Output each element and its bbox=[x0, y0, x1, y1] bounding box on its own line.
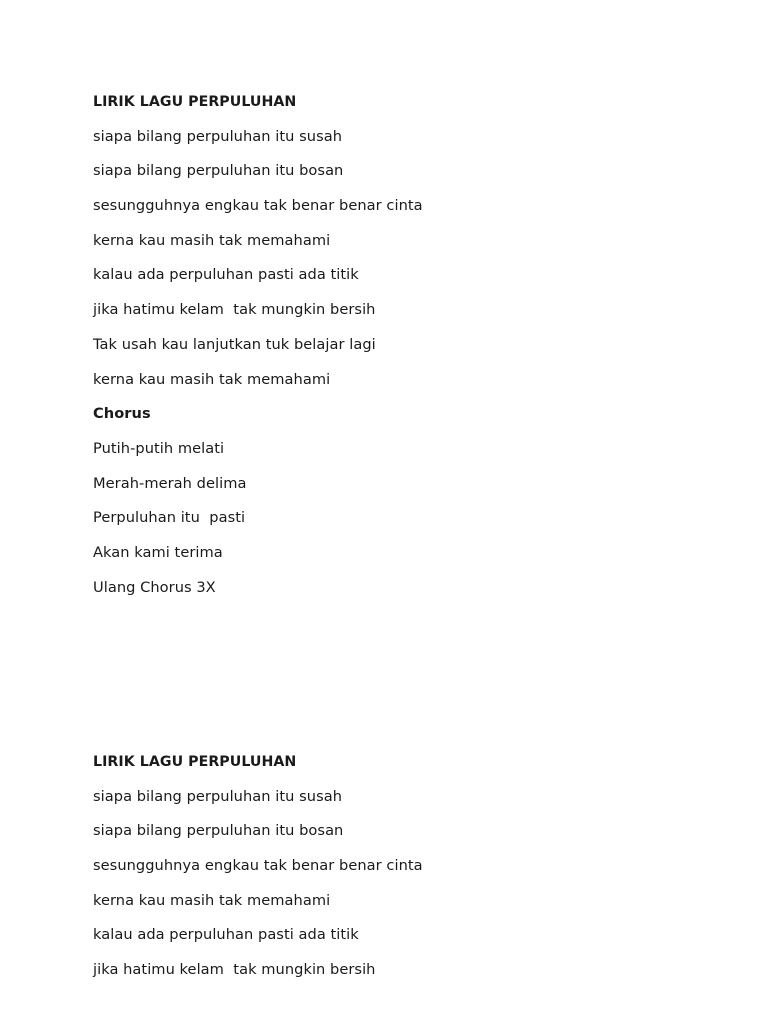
lyric-line: kalau ada perpuluhan pasti ada titik bbox=[93, 926, 359, 944]
lyric-line: siapa bilang perpuluhan itu bosan bbox=[93, 162, 344, 180]
lyric-line: jika hatimu kelam tak mungkin bersih bbox=[93, 961, 376, 979]
lyric-line: siapa bilang perpuluhan itu susah bbox=[93, 787, 343, 805]
lyric-line: kerna kau masih tak memahami bbox=[93, 891, 331, 909]
lyrics-title: LIRIK LAGU PERPULUHAN bbox=[93, 94, 297, 110]
lyrics-title: LIRIK LAGU PERPULUHAN bbox=[93, 754, 297, 770]
lyric-line: kalau ada perpuluhan pasti ada titik bbox=[93, 266, 359, 284]
chorus-line: Perpuluhan itu pasti bbox=[93, 509, 246, 527]
lyrics-block-1 bbox=[93, 92, 733, 612]
chorus-heading: Chorus bbox=[93, 405, 151, 423]
chorus-line: Akan kami terima bbox=[93, 543, 223, 561]
lyric-line: siapa bilang perpuluhan itu susah bbox=[93, 127, 343, 145]
lyric-line: siapa bilang perpuluhan itu bosan bbox=[93, 822, 344, 840]
lyric-line: jika hatimu kelam tak mungkin bersih bbox=[93, 301, 376, 319]
lyric-line: kerna kau masih tak memahami bbox=[93, 231, 331, 249]
lyric-line: kerna kau masih tak memahami bbox=[93, 370, 331, 388]
repeat-note: Ulang Chorus 3X bbox=[93, 578, 216, 596]
lyric-line: Tak usah kau lanjutkan tuk belajar lagi bbox=[93, 335, 376, 353]
chorus-line: Merah-merah delima bbox=[93, 474, 247, 492]
lyric-line: sesungguhnya engkau tak benar benar cinta bbox=[93, 197, 423, 215]
chorus-line: Putih-putih melati bbox=[93, 439, 225, 457]
lyrics-block-2 bbox=[93, 752, 733, 995]
lyric-line: sesungguhnya engkau tak benar benar cinta bbox=[93, 857, 423, 875]
